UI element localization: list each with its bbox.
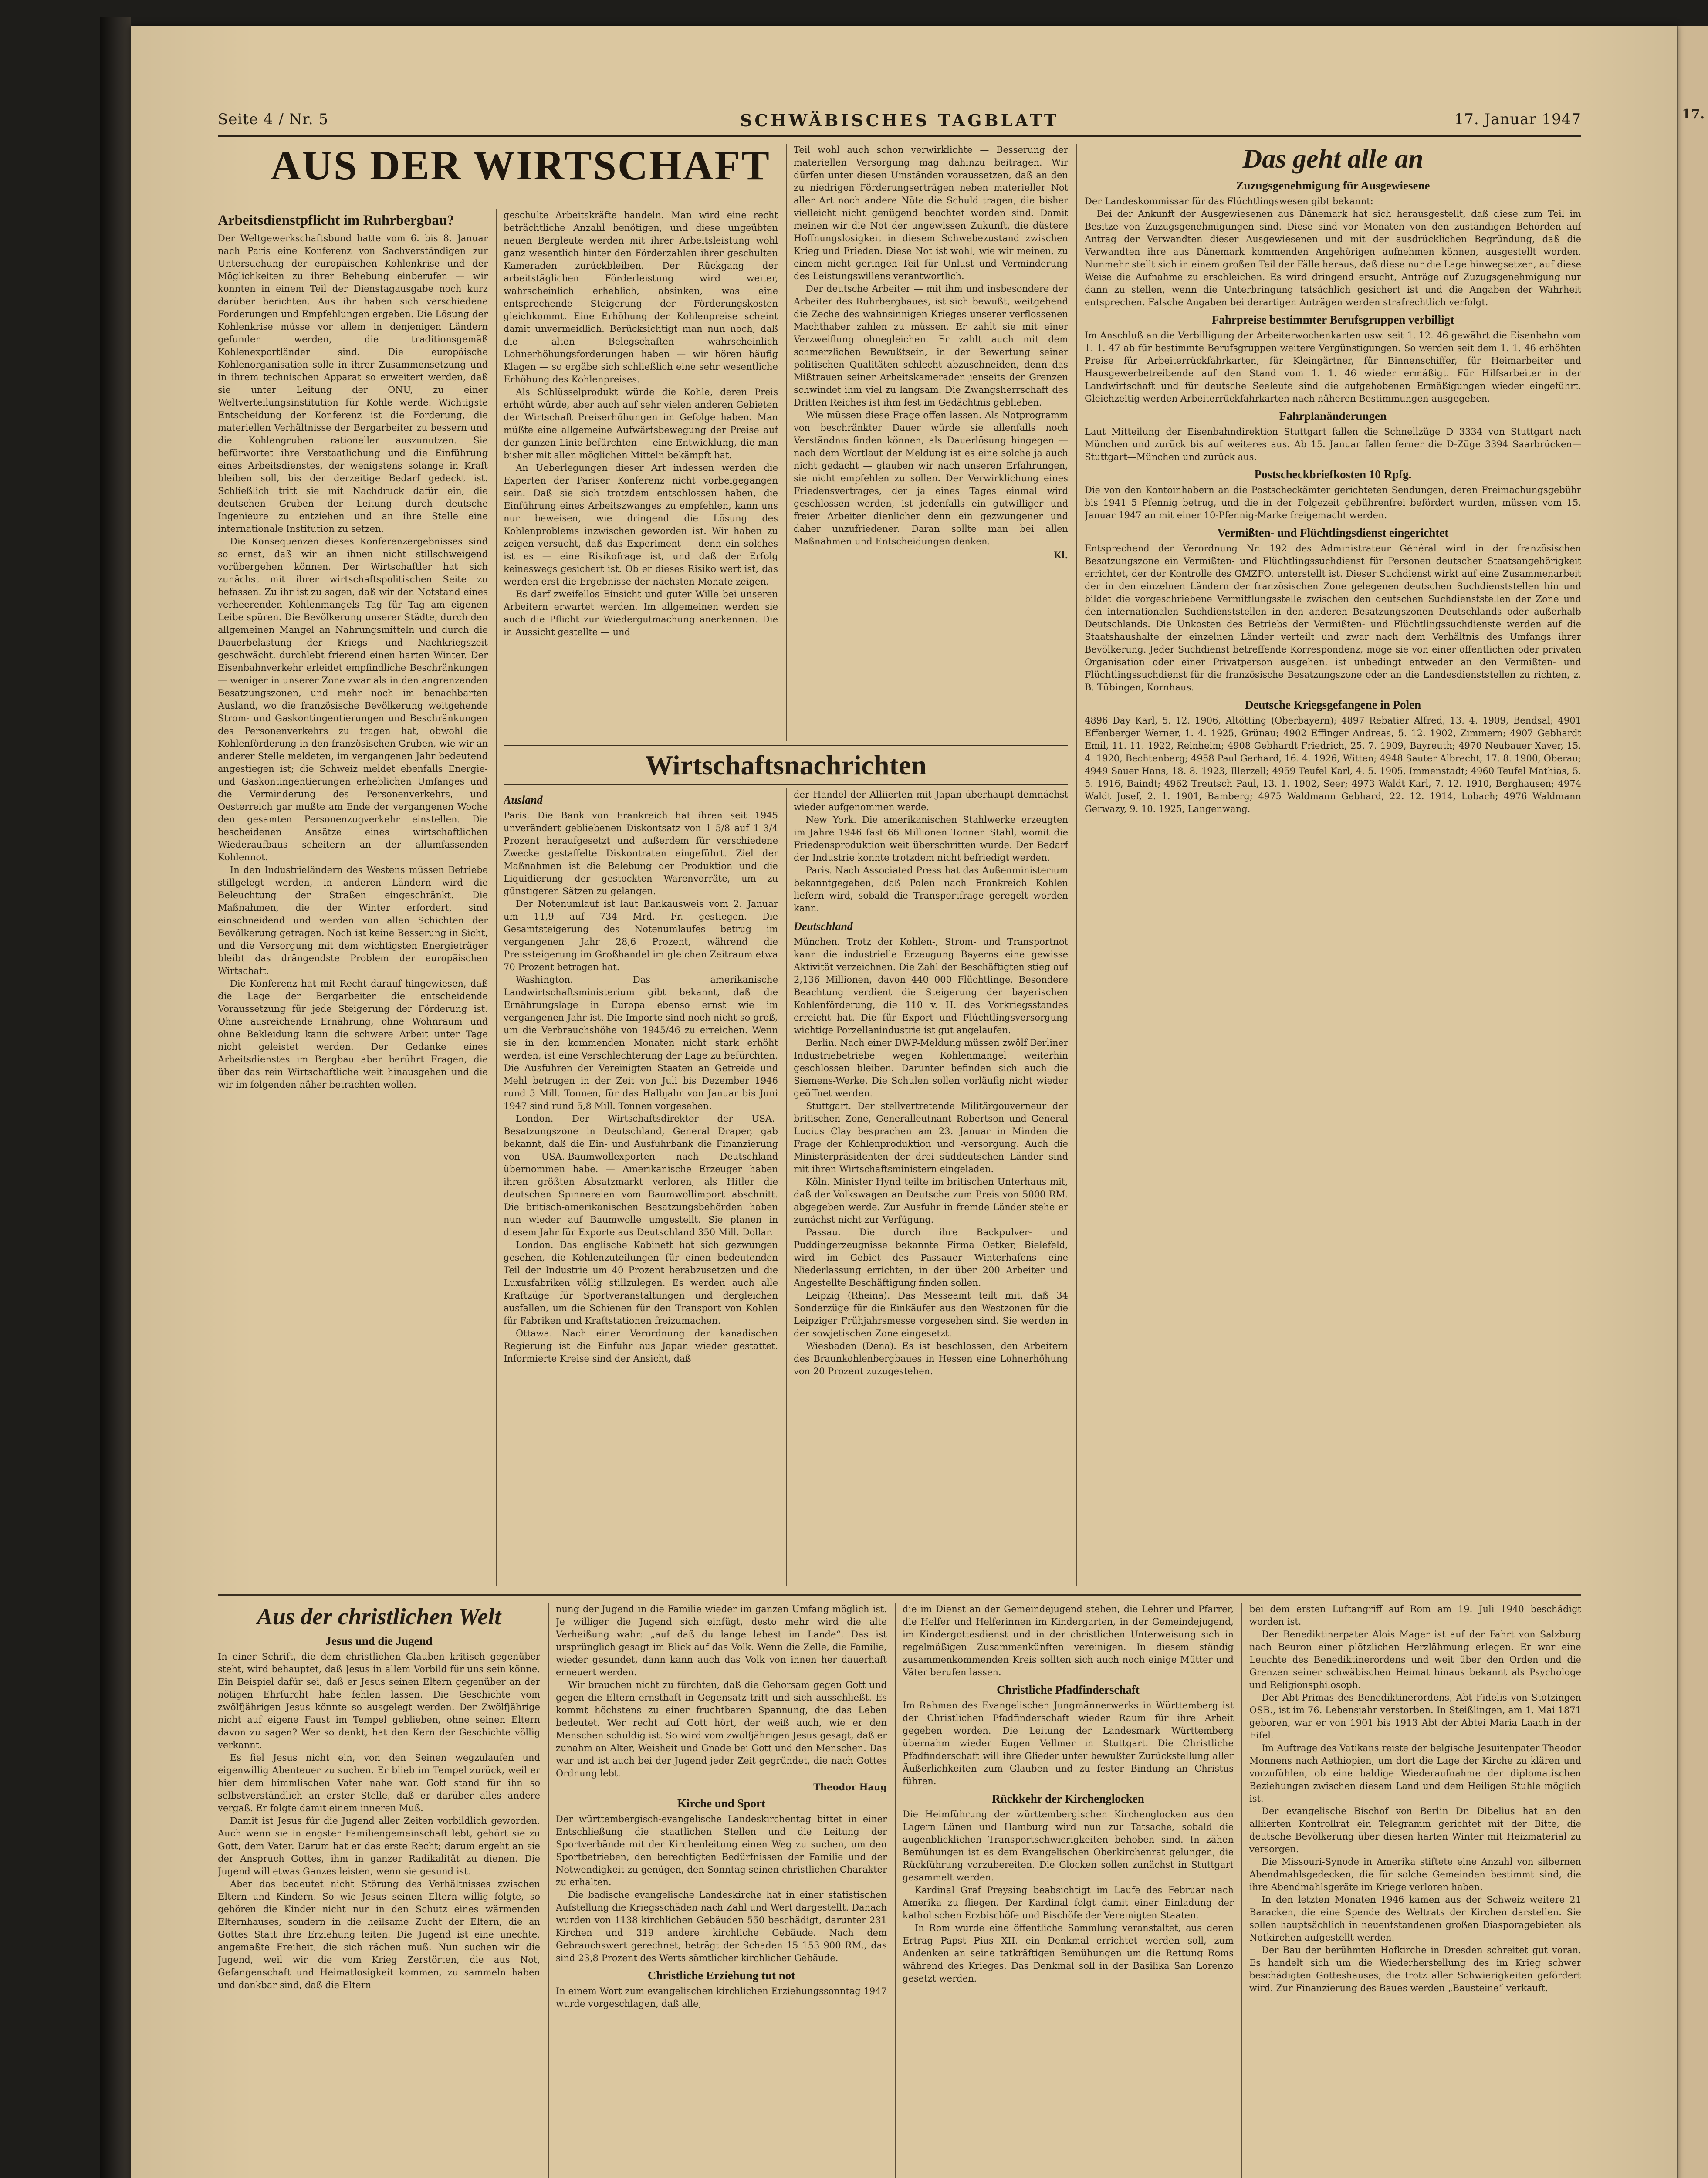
article-paragraph: An Ueberlegungen dieser Art indessen werden die Experten der Pariser Konferenz nicht vorbeigegangen sein. Daß sie sich trotzdem entschlossen haben, die Einführung eines Arbeitszwanges zu empfehlen, kann uns nur beweisen, wie dringend die Lösung des Kohlenproblems inzwischen geworden ist. Wir haben zu zeigen versucht, daß das Experiment — denn ein solches ist es — eine Risikofrage ist, und daß der Erfolg keineswegs gesichert ist. Ob er dieses Risiko wert ist, das werden erst die Ergebnisse der nächsten Monate zeigen. <box>504 463 778 587</box>
article-paragraph: Es fiel Jesus nicht ein, von den Seinen wegzulaufen und eigenwillig Abenteuer zu suchen. Er blieb im Tempel zurück, weil er hier dem himmlischen Vater nahe war. Gott stand für ihn so selbstverständlich an erster Stelle, daß er darüber alles andere vergaß. Er folgte damit einem inneren Muß. <box>218 1752 540 1813</box>
column-divider <box>895 1603 896 2178</box>
page-number: Seite 4 / Nr. 5 <box>218 111 329 128</box>
wirtschaft-column-2 <box>504 209 778 736</box>
news-item: Köln. Minister Hynd teilte im britischen Unterhaus mit, daß der Volkswagen an Deutsche zum Preis von 5000 RM. abgegeben werde. Zur Ausfuhr in fremde Länder stehe er zunächst nicht zur Verfügung. <box>794 1177 1068 1225</box>
news-item: Leipzig (Rheina). Das Messeamt teilt mit, daß 34 Sonderzüge für die Einkäufer aus den Westzonen für die Leipziger Frühjahrsmesse vorgesehen sind. Sie werden in der sowjetischen Zone eingesetzt. <box>794 1290 1068 1339</box>
column-divider <box>1076 144 1077 1586</box>
article-paragraph: Der Weltgewerkschaftsbund hatte vom 6. bis 8. Januar nach Paris eine Konferenz von Sachverständigen zur Untersuchung der europäischen Kohlenkrise und der Möglichkeiten zu ihrer Behebung einberufen — wir konnten in einem Teil der Dienstagausgabe noch kurz darüber berichten. Aus ihr haben sich verschiedene Forderungen und Empfehlungen ergeben. Die Lösung der Kohlenkrise müsse vor allem in denjenigen Ländern gefunden werden, die traditionsgemäß Kohlenexportländer sind. Die europäische Kohlenorganisation solle in ihrer Zusammensetzung und in ihrem technischen Apparat so erweitert werden, daß sie unter Leitung der ONU, zu einer Weltverteilungsinstitution für Kohle werde. Wichtigste Entscheidung der Konferenz ist die Forderung, die materiellen Verhältnisse der Bergarbeiter zu bessern und die Kohlengruben rationeller auszunutzen. Sie befürwortet ihre Verstaatlichung und die Einführung eines Arbeitsdienstes, der wenigstens solange in Kraft bleiben soll, bis der derzeitige Bedarf gedeckt ist. Schließlich tritt sie mit Nachdruck dafür ein, die deutschen Gruben der Leitung durch deutsche Ingenieure zu entziehen und an ihre Stelle eine internationale Institution zu setzen. <box>218 233 488 534</box>
nachrichten-column-a <box>504 788 778 1586</box>
wirtschaft-column-1 <box>218 209 488 1581</box>
book-binding-edge <box>100 17 131 2178</box>
sidebar-item-head: Fahrpreise bestimmter Berufsgruppen verbilligt <box>1211 313 1454 326</box>
column-divider <box>1241 1603 1242 2178</box>
article-paragraph: Im Rahmen des Evangelischen Jungmännerwerks in Württemberg ist der Christlichen Pfadfinderschaft wieder Raum für ihre Arbeit gegeben worden. Die Leitung der Landesmark Württemberg übernahm wieder Eugen Vellmer in Stuttgart. Die Christliche Pfadfinderschaft will ihre Glieder unter bewußter Zurückstellung aller Äußerlichkeiten zum Glauben und zu fester Bindung an Christus führen. <box>903 1700 1234 1786</box>
column-divider <box>786 144 787 741</box>
nachrichten-column-b <box>794 788 1068 1586</box>
adjacent-page-date-fragment: 17. <box>1682 107 1705 122</box>
news-item: London. Der Wirtschaftsdirektor der USA.-Besatzungszone in Deutschland, General Draper, gab bekannt, daß die Ein- und Ausfuhrbank die Finanzierung von USA.-Baumwollexporten nach Deutschland übernommen habe. — Amerikanische Erzeuger haben ihren größten Absatzmarkt verloren, als Hitler die deutschen Spinnereien vom Baumwollimport abschnitt. Die britisch-amerikanischen Besatzungsbehörden haben nun wieder auf Baumwolle umgestellt. Sie planen in diesem Jahr für Exporte aus Deutschland 350 Mill. Dollar. <box>504 1113 778 1238</box>
news-item: Berlin. Nach einer DWP-Meldung müssen zwölf Berliner Industriebetriebe wegen Kohlenmangel weiterhin geschlossen bleiben. Darunter befinden sich auch die Siemens-Werke. Die Schulen sollen vorläufig nicht wieder geöffnet werden. <box>794 1038 1068 1099</box>
news-item: der Handel der Alliierten mit Japan überhaupt demnächst wieder aufgenommen werde. <box>794 789 1068 812</box>
kirche-column-1 <box>218 1603 540 2178</box>
news-item: London. Das englische Kabinett hat sich gezwungen gesehen, die Kohlenzuteilungen für einen bedeutenden Teil der Industrie um 40 Prozent herabzusetzen und die Luxusfabriken völlig stillzulegen. Es werden auch alle Kraftzüge für Sportveranstaltungen und dergleichen ausfallen, um die Schienen für den Transport von Kohlen für Fabriken und Kraftstationen freizumachen. <box>504 1240 778 1326</box>
article-paragraph: In einer Schrift, die dem christlichen Glauben kritisch gegenüber steht, wird behauptet, daß Jesus in allem Vorbild für uns sein könne. Ein Beispiel dafür sei, daß er Jesus seinen Eltern gegenüber an der nötigen Ehrfurcht habe fehlen lassen. Die Geschichte vom zwölfjährigen Jesus könnte so ausgelegt werden. Der Zwölfjährige nicht auf eigene Faust im Tempel geblieben, ohne seinen Eltern davon zu sagen? Wer so denkt, hat den Kern der Geschichte völlig verkannt. <box>218 1651 540 1750</box>
nachrichten-header <box>504 749 1068 781</box>
region-kicker-ausland: Ausland <box>504 794 543 806</box>
article-paragraph: Im Auftrage des Vatikans reiste der belgische Jesuitenpater Theodor Monnens nach Aethiopien, um dort die Lage der Kirche zu klären und vorzufühlen, ob eine baldige Wiederaufnahme der diplomatischen Beziehungen zwischen diesem Land und dem Heiligen Stuhle möglich ist. <box>1249 1743 1581 1804</box>
article-paragraph: Kardinal Graf Preysing beabsichtigt im Laufe des Februar nach Amerika zu fliegen. Der Kardinal folgt damit einer Einladung der katholischen Erzbischöfe und Bischöfe der Vereinigten Staaten. <box>903 1885 1234 1921</box>
news-item: New York. Die amerikanischen Stahlwerke erzeugten im Jahre 1946 fast 66 Millionen Tonnen Stahl, womit die Friedensproduktion weit überschritten wurde. Der Bedarf der Industrie konnte trotzdem nicht befriedigt werden. <box>794 815 1068 863</box>
article-paragraph: Aber das bedeutet nicht Störung des Verhältnisses zwischen Eltern und Kindern. So wie Jesus seinen Eltern willig folgte, so gehören die Kinder nicht nur in den Schutz eines wärmenden Elternhauses, sondern in die heilsame Zucht der Eltern, die an Gottes Statt ihre Erziehung leiten. Die Jugend ist eine unechte, angemaßte Freiheit, die sich rächen muß. Nun suchen wir die Jugend, weil wir die vom Krieg Zerstörten, die aus Not, Gefangenschaft und Heimatlosigkeit kommen, zu sammeln haben und dankbar sind, daß die Eltern <box>218 1879 540 1990</box>
kirche-column-3 <box>903 1603 1234 2178</box>
article-paragraph: In einem Wort zum evangelischen kirchlichen Erziehungssonntag 1947 wurde vorgeschlagen, daß alle, <box>556 1986 887 2009</box>
section-rule <box>504 784 1068 785</box>
news-item: Paris. Nach Associated Press hat das Außenministerium bekanntgegeben, daß Polen nach Frankreich Kohlen liefern wird, sobald die Transportfrage geregelt worden kann. <box>794 865 1068 913</box>
region-kicker-deutschland: Deutschland <box>794 920 853 933</box>
sidebar-item-text: Bei der Ankunft der Ausgewiesenen aus Dänemark hat sich herausgestellt, daß diese zum Teil im Besitze von Zuzugsgenehmigungen sind. Diese sind vor Monaten von den zuständigen Behörden auf Antrag der Verwandten dieser Ausgewiesenen und mit der ausdrücklichen Begründung, daß die Verwandten ihre aus Dänemark kommenden Angehörigen aufnehmen können, ausgestellt worden. Nunmehr stellt sich in einem großen Teil der Fälle heraus, daß diese nur die Lage hinwegsetzen, auf diese Weise die Aufnahme zu erschleichen. Es wird dringend ersucht, Anträge auf Zuzugsgenehmigung nur dann zu stellen, wenn die Unterbringung tatsächlich gesichert ist und die Angaben der Wahrheit entsprechen. Falsche Angaben bei derartigen Anträgen werden strafrechtlich verfolgt. <box>1085 209 1581 308</box>
article-head: Kirche und Sport <box>677 1797 766 1810</box>
article-paragraph: Der Bau der berühmten Hofkirche in Dresden schreitet gut voran. Es handelt sich um die Wiederherstellung des im Krieg schwer beschädigten Gotteshauses, die trotz aller Schwierigkeiten gefördert wird. Zur Finanzierung des Baues werden „Bausteine“ verkauft. <box>1249 1945 1581 1993</box>
sidebar-item-head: Fahrplanänderungen <box>1279 409 1387 423</box>
article-paragraph: In den letzten Monaten 1946 kamen aus der Schweiz weitere 21 Baracken, die eine Spende des Weltrats der Kirchen darstellen. Sie sollen hauptsächlich in neuentstandenen großen Diasporagebieten als Notkirchen aufgestellt werden. <box>1249 1894 1581 1943</box>
article-paragraph: Wir brauchen nicht zu fürchten, daß die Gehorsam gegen Gott und gegen die Eltern ernsthaft in Gegensatz tritt und sich ausschließt. Es kommt höchstens zu einer fruchtbaren Spannung, die das Leben bedeutet. Wer recht auf Gott hört, der weiß auch, wie er den Menschen schuldig ist. So wird vom zwölfjährigen Jesus gesagt, daß er zunahm an Alter, Weisheit und Gnade bei Gott und den Menschen. Das war und ist auch bei der Jugend jeder Zeit gegründet, die nach Gottes Ordnung lebt. <box>556 1680 887 1779</box>
article-head: Christliche Erziehung tut not <box>647 1969 795 1982</box>
newspaper-name: SCHWÄBISCHES TAGBLATT <box>740 111 1059 130</box>
article-paragraph: Wie müssen diese Frage offen lassen. Als Notprogramm von beschränkter Dauer würde sie allenfalls noch Verständnis finden können, als Dauerlösung hingegen — nach dem Wortlaut der Meldung ist es eine solche ja auch nicht gedacht — glauben wir nach unseren Erfahrungen, sie nicht empfehlen zu sollen. Der Verwirklichung eines Friedensvertrages, der ja eines Tages einmal wird geschlossen werden, ist jedenfalls ein gutwilliger und freier Arbeiter dienlicher denn ein gezwungener und daher unzufriedener. Daran sollte man bei allen Maßnahmen und Entscheidungen denken. <box>794 410 1068 547</box>
sidebar-das-geht-alle-an <box>1085 144 1581 1586</box>
news-item: Passau. Die durch ihre Backpulver- und Puddingerzeugnisse bekannte Firma Oetker, Bielefeld, wird im Gebiet des Passauer Winterhafens eine Niederlassung errichten, in der über 200 Arbeiter und Angestellte Beschäftigung finden sollen. <box>794 1227 1068 1288</box>
kirche-column-2 <box>556 1603 887 2178</box>
sidebar-item-head: Postscheckbriefkosten 10 Rpfg. <box>1254 468 1412 481</box>
author-signature: Kl. <box>1053 550 1068 561</box>
author-signature: Theodor Haug <box>813 1782 887 1792</box>
article-paragraph: Der evangelische Bischof von Berlin Dr. Dibelius hat an den alliierten Kontrollrat ein Telegramm gerichtet mit der Bitte, die deutsche Bevölkerung über diesen harten Winter mit Heizmaterial zu versorgen. <box>1249 1806 1581 1854</box>
kirche-section-title: Aus der christlichen Welt <box>257 1603 501 1630</box>
article-paragraph: In Rom wurde eine öffentliche Sammlung veranstaltet, aus deren Ertrag Papst Pius XII. ein Denkmal errichtet werden soll, zum Andenken an seine tatkräftigen Bemühungen um die Rettung Roms während des Krieges. Das Denkmal soll in der Basilika San Lorenzo gesetzt werden. <box>903 1923 1234 1984</box>
masthead-runner <box>218 109 1581 137</box>
sidebar-item-text: Die von den Kontoinhabern an die Postscheckämter gerichteten Sendungen, deren Freimachungsgebühr bis 1941 5 Pfennig betrug, und die in der Folgezeit gebührenfrei befördert wurden, müssen vom 15. Januar 1947 an mit einer 10-Pfennig-Marke freigemacht werden. <box>1085 485 1581 521</box>
article-paragraph: Als Schlüsselprodukt würde die Kohle, deren Preis erhöht würde, aber auch auf sehr vielen anderen Gebieten der Wirtschaft Preiserhöhungen im Gefolge haben. Man müßte eine allgemeine Aufwärtsbewegung der Preise auf der ganzen Linie befürchten — eine Entwicklung, die man bisher mit allen möglichen Mitteln bekämpft hat. <box>504 387 778 460</box>
news-item: Stuttgart. Der stellvertretende Militärgouverneur der britischen Zone, Generalleutnant Robertson und General Lucius Clay besprachen am 23. Januar in Minden die Frage der Kohlenproduktion und -versorgung. Auch die Ministerpräsidenten der drei süddeutschen Länder sind mit ihren Wirtschaftsministern eingeladen. <box>794 1101 1068 1174</box>
article-paragraph: bei dem ersten Luftangriff auf Rom am 19. Juli 1940 beschädigt worden ist. <box>1249 1604 1581 1627</box>
article-paragraph: Die Missouri-Synode in Amerika stiftete eine Anzahl von silbernen Abendmahlsgedecken, die für solche Gemeinden bestimmt sind, die ihre Abendmahlsgeräte im Kriege verloren haben. <box>1249 1857 1581 1892</box>
section-rule <box>218 1594 1581 1596</box>
article-paragraph: nung der Jugend in die Familie wieder im ganzen Umfang möglich ist. Je williger die Jugend sich einfügt, desto mehr wird die alte Verheißung wahr: „auf daß du lange lebest im Lande“. Das ist ursprünglich gesagt im Blick auf das Volk. Wenn die Zelle, die Familie, wieder gesundet, dann kann auch das Volk von innen her dauerhaft erneuert werden. <box>556 1604 887 1677</box>
sidebar-item-head: Deutsche Kriegsgefangene in Polen <box>1245 698 1421 711</box>
sidebar-item-head: Zuzugsgenehmigung für Ausgewiesene <box>1236 179 1430 192</box>
issue-date: 17. Januar 1947 <box>1454 111 1581 128</box>
sidebar-item-text: 4896 Day Karl, 5. 12. 1906, Altötting (Oberbayern); 4897 Rebatier Alfred, 13. 4. 1909, Bendsal; 4901 Effenberger Werner, 1. 4. 1925, Grünau; 4902 Effinger Andreas, 5. 12. 1902, Zimmern; 4907 Gebhardt Emil, 11. 11. 1922, Reinheim; 4908 Gebhardt Friedrich, 25. 7. 1909, Bayreuth; 4970 Neubauer Xaver, 15. 4. 1920, Bechtenberg; 4958 Paul Gerhard, 16. 4. 1926, Witten; 4948 Sauter Albrecht, 17. 8. 1900, Oberau; 4949 Sauer Hans, 18. 8. 1923, Illerzell; 4959 Teufel Karl, 4. 5. 1905, Immenstadt; 4960 Teufel Mathias, 5. 5. 1916, Baindt; 4962 Treutsch Paul, 13. 1. 1902, Seer; 4973 Waldt Karl, 7. 12. 1910, Berghausen; 4974 Waldt Josef, 2. 1. 1901, Bamberg; 4975 Waldmann Gebhard, 22. 12. 1914, Lobach; 4976 Waldmann Gerwazy, 9. 10. 1925, Langenwang. <box>1085 715 1581 814</box>
sidebar-item-head: Vermißten- und Flüchtlingsdienst eingerichtet <box>1217 526 1449 539</box>
article-paragraph: Der Benediktinerpater Alois Mager ist auf der Fahrt von Salzburg nach Beuron einer plötzlichen Herzlähmung erlegen. Er war eine Leuchte des Benediktinerordens und weit über den Orden und die Grenzen seiner schwäbischen Heimat hinaus bekannt als Psychologe und Religionsphilosoph. <box>1249 1629 1581 1690</box>
news-item: Wiesbaden (Dena). Es ist beschlossen, den Arbeitern des Braunkohlenbergbaues in Hessen eine Lohnerhöhung von 20 Prozent zuzugestehen. <box>794 1341 1068 1376</box>
article-paragraph: Damit ist Jesus für die Jugend aller Zeiten vorbildlich geworden. Auch wenn sie in engster Familiengemeinschaft lebt, gehört sie zu Gott, dem Vater. Darum hat er das erste Recht; darum ergeht an sie der Anspruch Gottes, ihm in ganzer Radikalität zu dienen. Die Jugend will etwas Ganzes leisten, wenn sie gesund ist. <box>218 1816 540 1877</box>
column-divider <box>786 788 787 1586</box>
sidebar-item-text: Im Anschluß an die Verbilligung der Arbeiterwochenkarten usw. seit 1. 12. 46 gewährt die Eisenbahn vom 1. 1. 47 ab für bestimmte Berufsgruppen weitere Vergünstigungen. So werden seit dem 1. 1. 46 erhöhten Preise für Arbeiterrückfahrkarten, für Kleingärtner, für Binnenschiffer, für Heimarbeiter und Hausgewerbetreibende auf den Stand vom 1. 1. 46 wieder ermäßigt. Für Hilfsarbeiter in der Landwirtschaft und für deutsche Seeleute sind die aufgehobenen Ermäßigungen wieder eingeführt. Gleichzeitig werden Arbeiterrückfahrkarten nach näheren Bestimmungen ausgegeben. <box>1085 330 1581 404</box>
news-item: München. Trotz der Kohlen-, Strom- und Transportnot kann die industrielle Erzeugung Bayerns eine gewisse Aktivität verzeichnen. Die Zahl der Beschäftigten stieg auf 2,136 Millionen, davon 440 000 Flüchtlinge. Besondere Beachtung verdient die Steigerung der bayerischen Kohlenförderung, die 110 v. H. des Vorkriegsstandes erreicht hat. Die für Export und Flüchtlingsversorgung wichtige Porzellanindustrie ist gut angelaufen. <box>794 937 1068 1035</box>
kirche-column-4 <box>1249 1603 1581 2178</box>
article-paragraph: Die Konferenz hat mit Recht darauf hingewiesen, daß die Lage der Bergarbeiter die entscheidende Voraussetzung für jede Steigerung der Förderung ist. Ohne ausreichende Ernährung, ohne Wohnraum und ohne Bekleidung kann die schwere Arbeit unter Tage nicht geleistet werden. Der Gedanke eines Arbeitsdienstes im Bergbau aber berührt Fragen, die über das rein Wirtschaftliche weit hinausgehen und die wir im folgenden näher betrachten wollen. <box>218 978 488 1090</box>
newspaper-page <box>131 26 1677 2178</box>
wirtschaft-column-3 <box>794 144 1068 736</box>
article-paragraph: Die badische evangelische Landeskirche hat in einer statistischen Aufstellung die Kriegsschäden nach Zahl und Wert dargestellt. Danach wurden von 1138 kirchlichen Gebäuden 550 beschädigt, darunter 231 Kirchen und 319 andere kirchliche Gebäude. Nach dem Gebrauchswert gerechnet, beträgt der Schaden 15 153 900 RM., das sind 23,8 Prozent des Werts sämtlicher kirchlicher Gebäude. <box>556 1890 887 1963</box>
article-paragraph: geschulte Arbeitskräfte handeln. Man wird eine recht beträchtliche Anzahl benötigen, und diese ungeübten neuen Bergleute werden mit ihrer Arbeitsleistung wohl ganz wesentlich hinter den Förderzahlen ihrer geschulten Kameraden zurückbleiben. Der Rückgang der arbeitstäglichen Förderleistung wird weiter, wahrscheinlich erheblich, absinken, was eine entsprechende Steigerung der Förderungskosten gleichkommt. Eine Erhöhung der Kohlenpreise scheint damit unvermeidlich. Berücksichtigt man nun noch, daß die alten Belegschaften wahrscheinlich Lohnerhöhungsforderungen haben — wir hören häufig Klagen — so ergäbe sich schließlich eine sehr wesentliche Erhöhung des Kohlenpreises. <box>504 210 778 385</box>
section-rule <box>504 745 1068 746</box>
news-item: Der Notenumlauf ist laut Bankausweis vom 2. Januar um 11,9 auf 734 Mrd. Fr. gestiegen. Die Gesamtsteigerung des Notenumlaufes betrug im vergangenen Jahr 28,6 Prozent, während die Preissteigerung im Großhandel im gleichen Zeitraum etwa 70 Prozent betragen hat. <box>504 899 778 972</box>
wirtschaft-section-header <box>218 142 823 189</box>
article-head: Rückkehr der Kirchenglocken <box>992 1792 1144 1805</box>
article-paragraph: Teil wohl auch schon verwirklichte — Besserung der materiellen Versorgung mag dahinzu beitragen. Wir dürfen unter diesen Umständen voraussetzen, daß an den zu niedrigen Förderungserträgen neben materieller Not aller Art noch andere Nöte die Schuld tragen, die bisher vielleicht nicht genügend beachtet worden sind. Damit meinen wir die Not der ungewissen Zukunft, die düstere Hoffnungslosigkeit in diesem Schwebezustand zwischen Krieg und Frieden. Diese Not ist wohl, wie wir meinen, zu einem nicht geringen Teil für Unlust und Verminderung des Leistungswillens verantwortlich. <box>794 145 1068 281</box>
article-paragraph: Die Konsequenzen dieses Konferenzergebnisses sind so ernst, daß wir an ihnen nicht stillschweigend vorübergehen können. Der Wirtschaftler hat sich zunächst mit ihrer wirtschaftspolitischen Seite zu befassen. Zu ihr ist zu sagen, daß wir den Notstand eines verheerenden Kohlenmangels Tag für Tag am eigenen Leibe spüren. Die Bevölkerung unserer Städte, durch den allgemeinen Mangel an Nahrungsmitteln und durch die Dauerbelastung der Kriegs- und Nachkriegszeit geschwächt, durchlebt frierend einen harten Winter. Der Eisenbahnverkehr erleidet empfindliche Beschränkungen — weniger in unserer Zone zwar als in den angrenzenden Besatzungszonen, und mehr noch im benachbarten Ausland, wo die französische Bevölkerung weitgehende Strom- und Gaskontingentierungen und Beschränkungen des Personenverkehrs zu tragen hat, obwohl die Kohlenförderung in den französischen Gruben, wie wir an anderer Stelle meldeten, im vergangenen Jahr bedeutend angestiegen ist; die Schweiz meldet ebenfalls Energie- und Gaskontingentierungen erheblichen Umfanges und die Verminderung des Personenverkehrs, und Oesterreich gar mußte am Ende der vergangenen Woche den gesamten Personenzugverkehr einstellen. Die bescheidenen Ansätze eines wirtschaftlichen Wiederaufbaus scheitern an der allumfassenden Kohlennot. <box>218 536 488 862</box>
news-item: Washington. Das amerikanische Landwirtschaftsministerium gibt bekannt, daß die Ernährungslage in Europa ebenso ernst wie im vergangenen Jahr ist. Die Importe sind noch nicht so groß, um die Verbrauchshöhe von 1945/46 zu erreichen. Wenn sie in den kommenden Monaten nicht stark erhöht werden, ist eine Verschlechterung der Lage zu befürchten. Die Ausfuhren der Vereinigten Staaten an Getreide und Mehl betrugen in der Zeit von Juli bis Dezember 1946 rund 5 Mill. Tonnen, für das Halbjahr von Januar bis Juni 1947 sind rund 5,8 Mill. Tonnen vorgesehen. <box>504 974 778 1111</box>
article-paragraph: Der württembergisch-evangelische Landeskirchentag bittet in einer Entschließung die staatlichen Stellen und die Leitung der Sportverbände mit der Kirchenleitung einen Weg zu suchen, um den Sportbetrieben, den berechtigten Bedürfnissen der Familie und der Notwendigkeit zu genügen, den Sonntag seinen christlichen Charakter zu erhalten. <box>556 1814 887 1887</box>
article-paragraph: In den Industrieländern des Westens müssen Betriebe stillgelegt werden, in anderen Ländern wird die Beleuchtung der Straßen eingeschränkt. Die Maßnahmen, die der Winter erfordert, sind einschneidend und werden von allen Schichten der Bevölkerung getragen. Noch ist keine Besserung in Sicht, und die Versorgung mit dem wichtigsten Energieträger bleibt das drängendste Problem der europäischen Wirtschaft. <box>218 865 488 976</box>
sidebar-title: Das geht alle an <box>1242 144 1424 174</box>
sidebar-item-text: Laut Mitteilung der Eisenbahndirektion Stuttgart fallen die Schnellzüge D 3334 von Stuttgart nach München und zurück bis auf weiteres aus. Ab 15. Januar fallen ferner die D-Züge 3394 Saarbrücken—Stuttgart—München und zurück aus. <box>1085 426 1581 462</box>
article-paragraph: Der deutsche Arbeiter — mit ihm und insbesondere der Arbeiter des Ruhrbergbaues, ist sich bewußt, weitgehend die Zeche des wahnsinnigen Krieges unserer verflossenen Machthaber zahlen zu müssen. Er zahlt sie mit einer Verzweiflung ohnegleichen. Er zahlt auch mit dem schmerzlichen Bewußtsein, in der Bewertung seiner politischen Qualitäten schlecht abzuschneiden, denn das Mißtrauen seiner Arbeitskameraden jenseits der Grenzen schwindet ihm viel zu langsam. Die Zwangsherrschaft des Dritten Reiches ist ihm fest im Gedächtnis geblieben. <box>794 284 1068 408</box>
column-divider <box>548 1603 549 2178</box>
article-paragraph: Der Abt-Primas des Benediktinerordens, Abt Fidelis von Stotzingen OSB., ist im 76. Lebensjahr verstorben. In Steißlingen, am 1. Mai 1871 geboren, war er von 1901 bis 1913 Abt der Abtei Maria Laach in der Eifel. <box>1249 1692 1581 1741</box>
news-item: Ottawa. Nach einer Verordnung der kanadischen Regierung ist die Einfuhr aus Japan wieder gestattet. Informierte Kreise sind der Ansicht, daß <box>504 1328 778 1364</box>
article-paragraph: die im Dienst an der Gemeindejugend stehen, die Lehrer und Pfarrer, die Helfer und Helferinnen im Kindergarten, in der Gemeindejugend, im Kindergottesdienst und in der christlichen Unterweisung sich in regelmäßigen Zusammenkünften vereinigen. In diesem ständig zusammenkommenden Kreis sollten sich auch noch einige Mütter und Väter berufen lassen. <box>903 1604 1234 1677</box>
section-title: AUS DER WIRTSCHAFT <box>271 142 771 189</box>
nachrichten-title: Wirtschaftsnachrichten <box>645 750 927 781</box>
article-title: Arbeitsdienstpflicht im Ruhrbergbau? <box>218 213 454 228</box>
article-paragraph: Es darf zweifellos Einsicht und guter Wille bei unseren Arbeitern erwartet werden. Im allgemeinen werden sie auch die Pflicht zur Wiedergutmachung anerkennen. Die in Aussicht gestellte — und <box>504 589 778 637</box>
article-paragraph: Die Heimführung der württembergischen Kirchenglocken aus den Lagern Lünen und Hamburg wird nun zur Tatsache, sobald die augenblicklichen Transportschwierigkeiten behoben sind. In zähen Bemühungen ist es dem Evangelischen Oberkirchenrat gelungen, die Rückführung vorzubereiten. Die Glocken sollen zunächst in Stuttgart gesammelt werden. <box>903 1809 1234 1883</box>
article-head: Christliche Pfadfinderschaft <box>997 1683 1140 1696</box>
article-head: Jesus und die Jugend <box>325 1634 433 1647</box>
sidebar-item-text: Entsprechend der Verordnung Nr. 192 des Administrateur Général wird in der französischen Besatzungszone ein Vermißten- und Flüchtlingssuchdienst für Personen deutscher Staatsangehörigkeit errichtet, der der Kontrolle des GMZFO. unterstellt ist. Dieser Suchdienst wirkt auf eine Zusammenarbeit der in den einzelnen Ländern der französischen Zone gelegenen deutschen Suchdienststellen hin und bildet die vorgeschriebene Vermittlungsstelle zwischen den deutschen Suchdienststellen der Zone und den internationalen Suchdienststellen in den anderen Besatzungszonen Deutschlands oder außerhalb Deutschlands. Die Unkosten des Betriebs der Vermißten- und Flüchtlingssuchdienste werden auf die Staatshaushalte der einzelnen Länder verteilt und zwar nach dem Verhältnis des Umfangs ihrer Bevölkerung. Jeder Suchdienst betreffende Korrespondenz, möge sie von einer öffentlichen oder privaten Organisation oder einer Privatperson ausgehen, ist unbedingt entweder an den Vermißten- und Flüchtlingssuchdienst für die französische Besatzungszone oder an die Landesdienststellen zu richten, z. B. Tübingen, Kornhaus. <box>1085 543 1581 693</box>
sidebar-item-text: Der Landeskommissar für das Flüchtlingswesen gibt bekannt: <box>1085 196 1373 206</box>
news-item: Paris. Die Bank von Frankreich hat ihren seit 1945 unverändert gebliebenen Diskontsatz von 1 5/8 auf 1 3/4 Prozent heraufgesetzt und außerdem für verschiedene Zwecke gestaffelte Diskontraten eingeführt. Ziel der Maßnahmen ist die Belebung der Produktion und die Liquidierung der gestockten Warenvorräte, um zu günstigeren Sätzen zu gelangen. <box>504 810 778 896</box>
adjacent-page-strip <box>1677 26 1708 2178</box>
column-divider <box>496 209 497 1586</box>
